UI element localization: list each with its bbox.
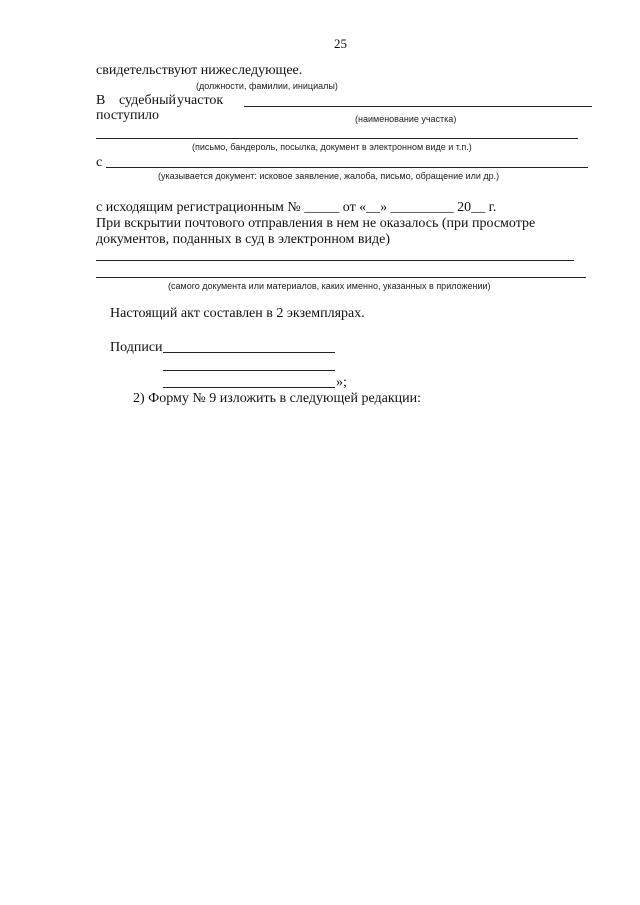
court-label-c: участок — [177, 93, 224, 108]
signature-line-1 — [163, 352, 335, 353]
caption-materials: (самого документа или материалов, каких именно, указанных в приложении) — [168, 281, 491, 291]
registration-line: с исходящим регистрационным № _____ от «__» _________ 20__ г. — [96, 200, 497, 215]
received-field-line — [96, 138, 578, 139]
caption-doc: (указывается документ: исковое заявление, жалоба, письмо, обращение или др.) — [158, 171, 500, 181]
materials-line-2 — [96, 277, 586, 278]
intro-line: свидетельствуют нижеследующее. — [96, 63, 303, 78]
form-instruction: 2) Форму № 9 изложить в следующей редакции: — [133, 391, 421, 406]
caption-positions: (должности, фамилии, инициалы) — [196, 81, 338, 91]
opening-line-1: При вскрытии почтового отправления в нем не оказалось (при просмотре — [96, 216, 536, 231]
from-label: с — [96, 155, 103, 170]
signature-line-3 — [163, 387, 335, 388]
court-field-line — [244, 106, 592, 107]
copies-line: Настоящий акт составлен в 2 экземплярах. — [110, 306, 365, 321]
court-label-b: судебный — [119, 93, 176, 108]
caption-item: (письмо, бандероль, посылка, документ в электронном виде и т.п.) — [192, 142, 472, 152]
caption-court: (наименование участка) — [355, 114, 457, 124]
signatures-label: Подписи — [110, 340, 163, 355]
received-label: поступило — [96, 108, 159, 123]
signature-line-2 — [163, 370, 335, 371]
page-number: 25 — [334, 36, 347, 51]
from-field-line — [106, 167, 588, 168]
materials-line-1 — [96, 260, 574, 261]
court-label-a: В — [96, 93, 106, 108]
opening-line-2: документов, поданных в суд в электронном виде) — [96, 232, 390, 247]
signature-end: »; — [336, 375, 347, 390]
